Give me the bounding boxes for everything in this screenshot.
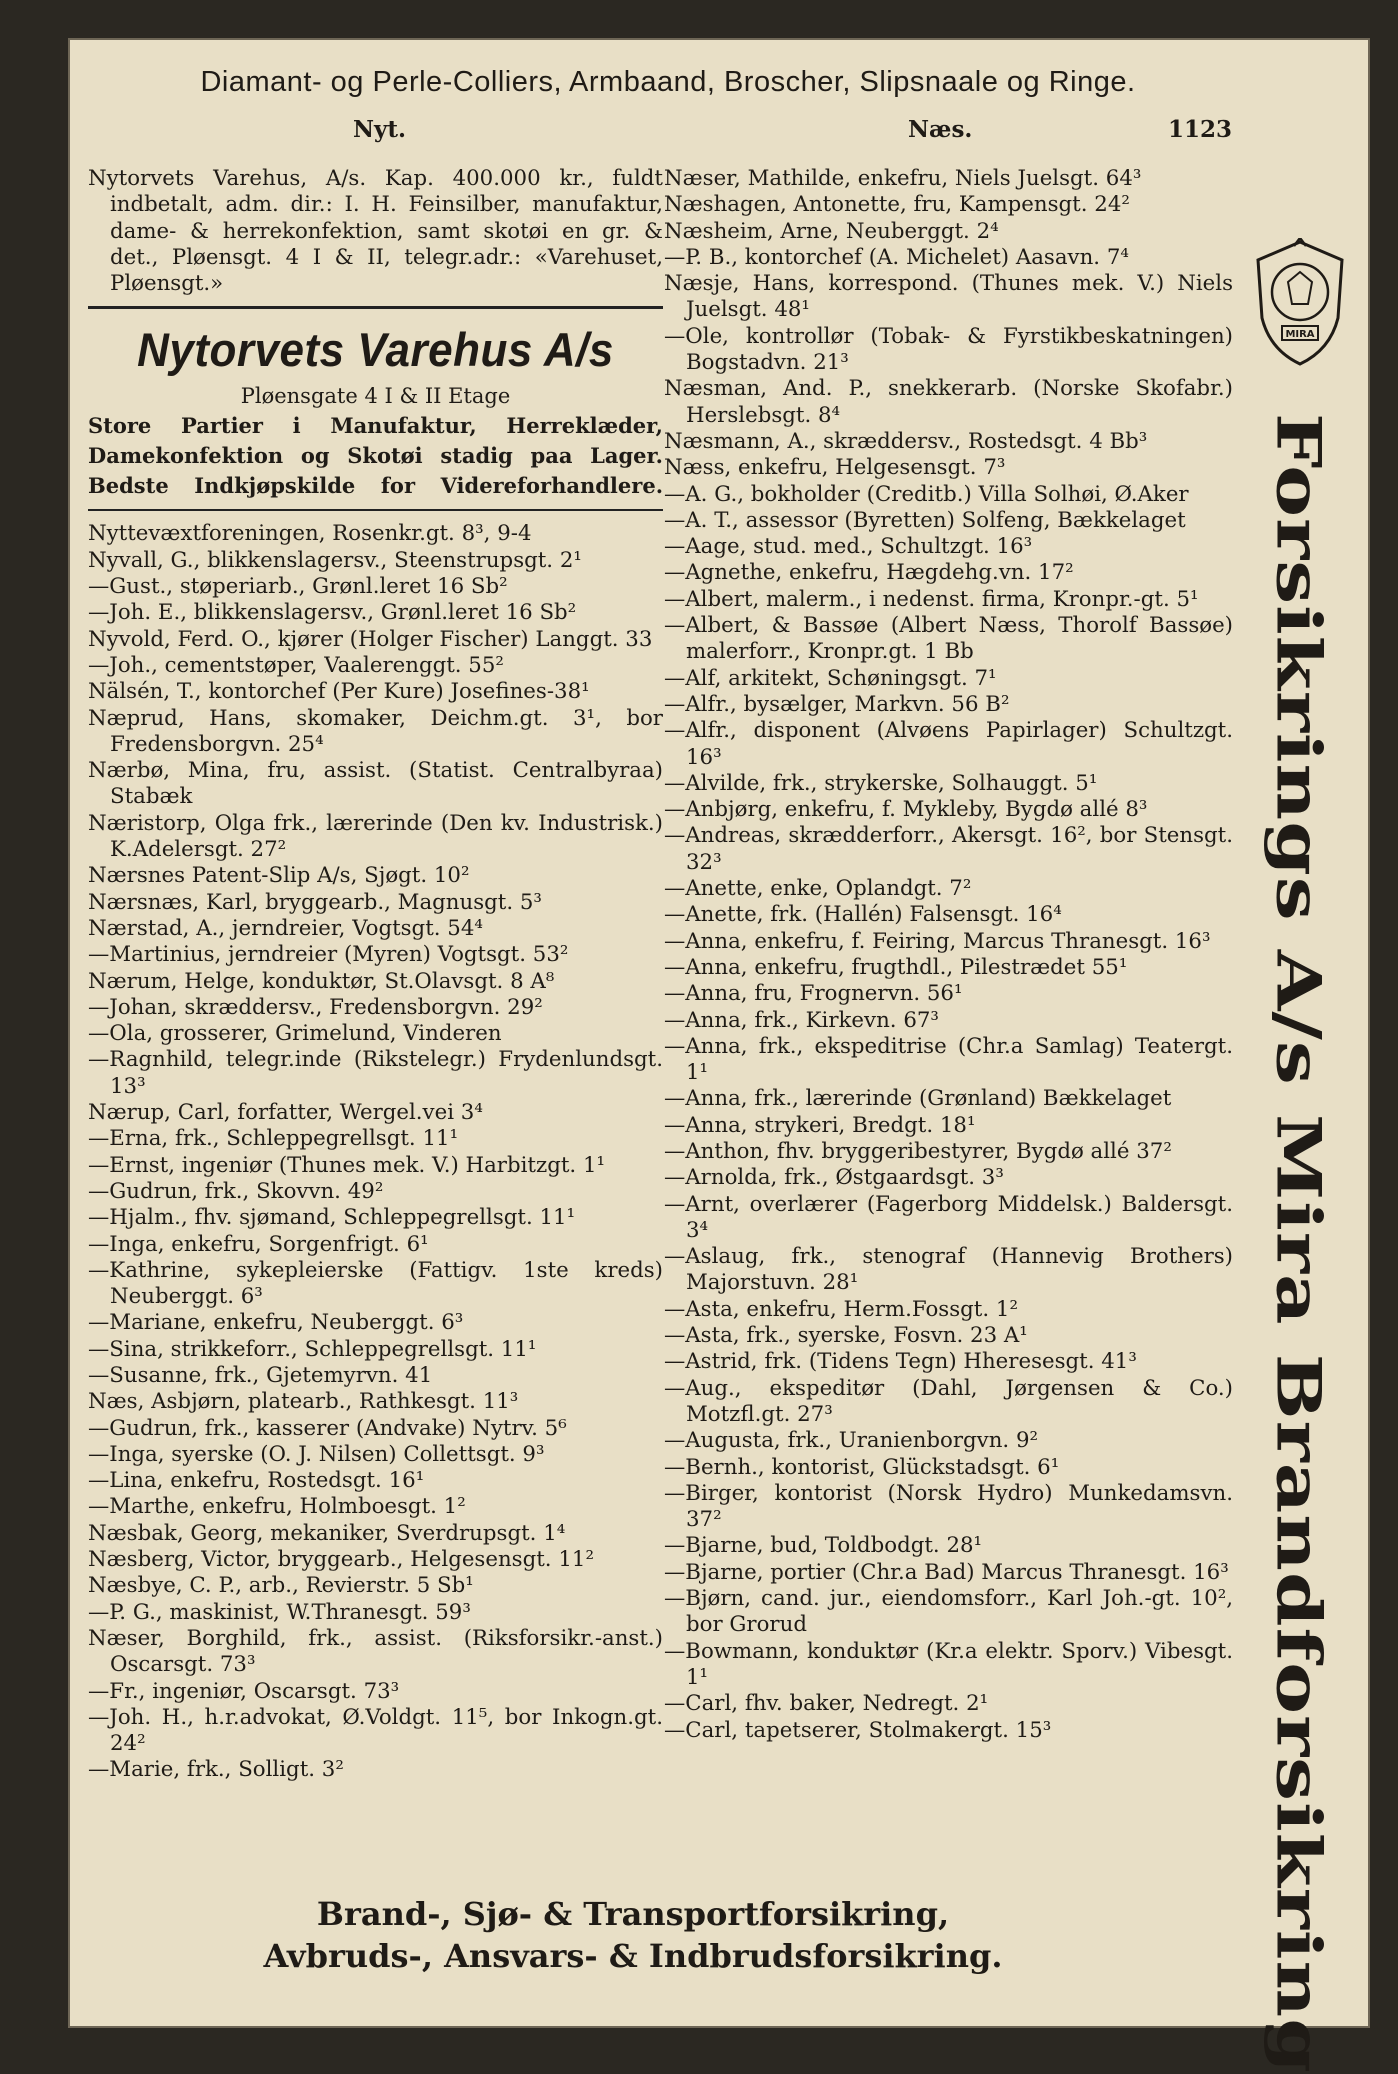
directory-entry: —Ola, grosserer, Grimelund, Vinderen: [88, 1021, 502, 1047]
advert-line: Bedste Indkjøpskilde for Videreforhandlere.: [88, 473, 663, 499]
directory-entry: Næser, Borghild, frk., assist. (Riksforsikr.-anst.) Oscarsgt. 73³: [88, 1625, 663, 1678]
directory-entry: —Albert, malerm., i nedenst. firma, Kronpr.-gt. 5¹: [664, 586, 1199, 612]
directory-entry: —Marie, frk., Solligt. 3²: [88, 1757, 344, 1783]
directory-entry: Næsberg, Victor, bryggearb., Helgesensgt. 11²: [88, 1547, 594, 1573]
bottom-insurance-banner: [68, 1893, 1198, 1977]
directory-entry: Næsman, And. P., snekkerarb. (Norske Skofabr.) Herslebsgt. 8⁴: [664, 376, 1233, 428]
directory-entry: —Bernh., kontorist, Glückstadsgt. 6¹: [664, 1454, 1060, 1480]
directory-entry: —Kathrine, sykepleierske (Fattigv. 1ste kreds) Neuberggt. 6³: [88, 1257, 663, 1310]
directory-entry: —Ragnhild, telegr.inde (Rikstelegr.) Frydenlundsgt. 13³: [88, 1047, 663, 1099]
page-number: 1123: [1168, 116, 1233, 143]
directory-entry: —Andreas, skrædderforr., Akersgt. 16², bor Stensgt. 32³: [664, 823, 1233, 875]
directory-entry: —Sina, strikkeforr., Schleppegrellsgt. 11¹: [88, 1336, 537, 1362]
directory-entry: —Carl, tapetserer, Stolmakergt. 15³: [664, 1717, 1052, 1743]
directory-entry: Nærum, Helge, konduktør, St.Olavsgt. 8 A⁸: [88, 968, 555, 994]
directory-entry: Næser, Mathilde, enkefru, Niels Juelsgt. 64³: [664, 166, 1142, 191]
directory-entry: Nærbø, Mina, fru, assist. (Statist. Centralbyraa) Stabæk: [88, 758, 663, 810]
running-head-left: Nyt.: [353, 116, 407, 143]
directory-entry: —Alvilde, frk., strykerske, Solhauggt. 5¹: [664, 770, 1098, 796]
directory-entry: —Anthon, fhv. bryggeribestyrer, Bygdø allé 37²: [664, 1138, 1172, 1164]
footer-line: Avbruds-, Ansvars- & Indbrudsforsikring.: [263, 1937, 1003, 1975]
directory-entry: —P. G., maskinist, W.Thranesgt. 59³: [88, 1599, 471, 1625]
directory-entry: —Joh. E., blikkenslagersv., Grønl.leret 16 Sb²: [88, 600, 577, 626]
directory-page: [68, 38, 1370, 2074]
directory-entry: —Inga, enkefru, Sorgenfrigt. 6¹: [88, 1231, 429, 1257]
directory-entry: —A. G., bokholder (Creditb.) Villa Solhøi, Ø.Aker: [664, 481, 1189, 507]
directory-entry: —Arnt, overlærer (Fagerborg Middelsk.) Baldersgt. 3⁴: [664, 1191, 1233, 1243]
directory-entry: —Martinius, jerndreier (Myren) Vogtsgt. 53²: [88, 942, 569, 968]
directory-entry: —Birger, kontorist (Norsk Hydro) Munkedamsvn. 37²: [664, 1480, 1233, 1533]
directory-entry: —Anna, frk., ekspeditrise (Chr.a Samlag) Teatergt. 1¹: [664, 1033, 1233, 1086]
directory-entry: —Lina, enkefru, Rostedsgt. 16¹: [88, 1468, 425, 1494]
left-column: [88, 166, 663, 1784]
directory-entry: —Alf, arkitekt, Schøningsgt. 7¹: [664, 665, 997, 691]
mira-shield-logo: [1250, 238, 1350, 368]
top-jewelry-banner: Diamant- og Perle-Colliers, Armbaand, Broscher, Slipsnaale og Ringe.: [200, 66, 1136, 98]
directory-entry: Nærstad, A., jerndreier, Vogtsgt. 54⁴: [88, 915, 483, 941]
directory-entry: Næsbak, Georg, mekaniker, Sverdrupsgt. 1⁴: [88, 1520, 566, 1546]
directory-entry: —Astrid, frk. (Tidens Tegn) Hheresesgt. 41³: [664, 1349, 1137, 1375]
directory-entry: —Alfr., bysælger, Markvn. 56 B²: [664, 691, 1010, 717]
directory-entry: —Mariane, enkefru, Neuberggt. 6³: [88, 1310, 464, 1336]
directory-entry: —Joh. H., h.r.advokat, Ø.Voldgt. 11⁵, bor Inkogn.gt. 24²: [88, 1704, 663, 1757]
directory-entry: Næsbye, C. P., arb., Revierstr. 5 Sb¹: [88, 1573, 474, 1599]
directory-entry: —Arnolda, frk., Østgaardsgt. 3³: [664, 1165, 1004, 1191]
side-advert-text: Forsikrings A/s Mira Brandforsikring: [1262, 413, 1334, 2074]
divider: [88, 306, 663, 309]
directory-entry: —Ernst, ingeniør (Thunes mek. V.) Harbitzgt. 1¹: [88, 1152, 606, 1178]
directory-entry: —Asta, frk., syerske, Fosvn. 23 A¹: [664, 1323, 1028, 1349]
directory-entry: —Bjarne, portier (Chr.a Bad) Marcus Thranesgt. 16³: [664, 1559, 1229, 1585]
middle-column: [664, 166, 1233, 1744]
directory-entry: —Gust., støperiarb., Grønl.leret 16 Sb²: [88, 574, 508, 600]
directory-entry: —Gudrun, frk., Skovvn. 49²: [88, 1178, 384, 1204]
directory-entry: Næsheim, Arne, Neuberggt. 2⁴: [664, 218, 999, 244]
directory-entry: —Anna, enkefru, f. Feiring, Marcus Thranesgt. 16³: [664, 928, 1211, 954]
directory-entry: —Anna, frk., Kirkevn. 67³: [664, 1007, 939, 1033]
directory-entry: Nyvall, G., blikkenslagersv., Steenstrupsgt. 2¹: [88, 547, 582, 573]
directory-entry: —Aug., ekspeditør (Dahl, Jørgensen & Co.) Motzfl.gt. 27³: [664, 1375, 1233, 1427]
advert-line: Store Partier i Manufaktur, Herreklæder,: [88, 413, 663, 439]
directory-entry: —Ole, kontrollør (Tobak- & Fyrstikbeskatningen) Bogstadvn. 21³: [664, 323, 1233, 376]
directory-entry: —Asta, enkefru, Herm.Fossgt. 1²: [664, 1296, 1018, 1322]
advert-line: Damekonfektion og Skotøi stadig paa Lager.: [88, 443, 663, 469]
directory-entry: —Bjarne, bud, Toldbodgt. 28¹: [664, 1533, 983, 1559]
directory-entry: —Anna, strykeri, Bredgt. 18¹: [664, 1112, 976, 1138]
directory-entry: Næsje, Hans, korrespond. (Thunes mek. V.) Niels Juelsgt. 48¹: [664, 271, 1233, 323]
directory-entry: —Agnethe, enkefru, Hægdehg.vn. 17²: [664, 560, 1074, 586]
directory-entry: Nærsnes Patent-Slip A/s, Sjøgt. 10²: [88, 863, 470, 889]
directory-entry: —Bowmann, konduktør (Kr.a elektr. Sporv.) Vibesgt. 1¹: [664, 1638, 1233, 1690]
directory-entry: —Anna, frk., lærerinde (Grønland) Bækkelaget: [664, 1086, 1172, 1112]
directory-entry: Næss, enkefru, Helgesensgt. 7³: [664, 455, 1006, 481]
nytorvets-advert: [88, 321, 663, 501]
directory-entry: —Aslaug, frk., stenograf (Hannevig Brothers) Majorstuvn. 28¹: [664, 1244, 1233, 1296]
directory-entry: —P. B., kontorchef (A. Michelet) Aasavn. 7⁴: [664, 244, 1129, 270]
left-entry-list: [88, 521, 663, 1783]
directory-entry: Næs, Asbjørn, platearb., Rathkesgt. 11³: [88, 1389, 519, 1415]
directory-entry: —Anna, fru, Frognervn. 56¹: [664, 981, 963, 1007]
advert-title: Nytorvets Varehus A/s: [137, 324, 614, 378]
directory-entry: —Susanne, frk., Gjetemyrvn. 41: [88, 1362, 433, 1388]
directory-entry: —Anna, enkefru, frugthdl., Pilestrædet 55¹: [664, 954, 1128, 980]
directory-entry: —Bjørn, cand. jur., eiendomsforr., Karl Joh.-gt. 10², bor Grorud: [664, 1586, 1233, 1638]
directory-entry: —Carl, fhv. baker, Nedregt. 2¹: [664, 1691, 989, 1717]
directory-entry: —Gudrun, frk., kasserer (Andvake) Nytrv. 5⁶: [88, 1415, 567, 1441]
directory-entry: —Marthe, enkefru, Holmboesgt. 1²: [88, 1494, 466, 1520]
directory-entry: Næshagen, Antonette, fru, Kampensgt. 24²: [664, 192, 1130, 218]
footer-line: Brand-, Sjø- & Transportforsikring,: [316, 1895, 950, 1933]
directory-entry: —Alfr., disponent (Alvøens Papirlager) Schultzgt. 16³: [664, 718, 1233, 770]
directory-entry: —Fr., ingeniør, Oscarsgt. 73³: [88, 1678, 400, 1704]
directory-entry: —Joh., cementstøper, Vaalerenggt. 55²: [88, 652, 504, 678]
advert-address: Pløensgate 4 I & II Etage: [240, 384, 511, 409]
directory-entry: —Hjalm., fhv. sjømand, Schleppegrellsgt. 11¹: [88, 1205, 576, 1231]
directory-entry: —Anette, enke, Oplandgt. 7²: [664, 876, 972, 902]
directory-entry: Næristorp, Olga frk., lærerinde (Den kv. Industrisk.) K.Adelersgt. 27²: [88, 810, 663, 863]
directory-entry: Næprud, Hans, skomaker, Deichm.gt. 3¹, bor Fredensborgvn. 25⁴: [88, 705, 663, 757]
directory-entry: Nyttevæxtforeningen, Rosenkr.gt. 8³, 9-4: [88, 521, 532, 547]
directory-entry: —Albert, & Bassøe (Albert Næss, Thorolf Bassøe) malerforr., Kronpr.gt. 1 Bb: [664, 613, 1233, 665]
directory-entry: —Johan, skræddersv., Fredensborgvn. 29²: [88, 994, 543, 1020]
directory-entry: Nærup, Carl, forfatter, Wergel.vei 3⁴: [88, 1100, 483, 1126]
logo-label: MIRA: [1285, 329, 1315, 340]
directory-entry: —Aage, stud. med., Schultzgt. 16³: [664, 534, 1033, 560]
directory-entry: Nälsén, T., kontorchef (Per Kure) Josefines-38¹: [88, 679, 590, 705]
directory-entry: —Augusta, frk., Uranienborgvn. 9²: [664, 1428, 1039, 1454]
directory-entry: Nytorvets Varehus, A/s. Kap. 400.000 kr., fuldt indbetalt, adm. dir.: I. H. Feinsilber, manufaktur, dame- & herrekonfektion, samt skotøi en gr. & det., Pløensgt. 4 I & II, telegr.adr.: «Varehuset, Pløensgt.»: [88, 166, 663, 297]
directory-entry: —Anbjørg, enkefru, f. Mykleby, Bygdø allé 8³: [664, 797, 1148, 823]
directory-entry: —Anette, frk. (Hallén) Falsensgt. 16⁴: [664, 902, 1062, 928]
directory-entry: —Inga, syerske (O. J. Nilsen) Collettsgt. 9³: [88, 1441, 545, 1467]
running-head-middle: Næs.: [908, 116, 973, 143]
directory-entry: —A. T., assessor (Byretten) Solfeng, Bækkelaget: [664, 507, 1186, 533]
divider: [88, 509, 663, 511]
directory-entry: Nærsnæs, Karl, bryggearb., Magnusgt. 5³: [88, 889, 542, 915]
directory-entry: —Erna, frk., Schleppegrellsgt. 11¹: [88, 1126, 459, 1152]
directory-entry: Nyvold, Ferd. O., kjører (Holger Fischer) Langgt. 33: [88, 626, 653, 652]
middle-entry-list: [664, 166, 1233, 1744]
directory-entry: Næsmann, A., skræddersv., Rostedsgt. 4 Bb³: [664, 428, 1148, 454]
